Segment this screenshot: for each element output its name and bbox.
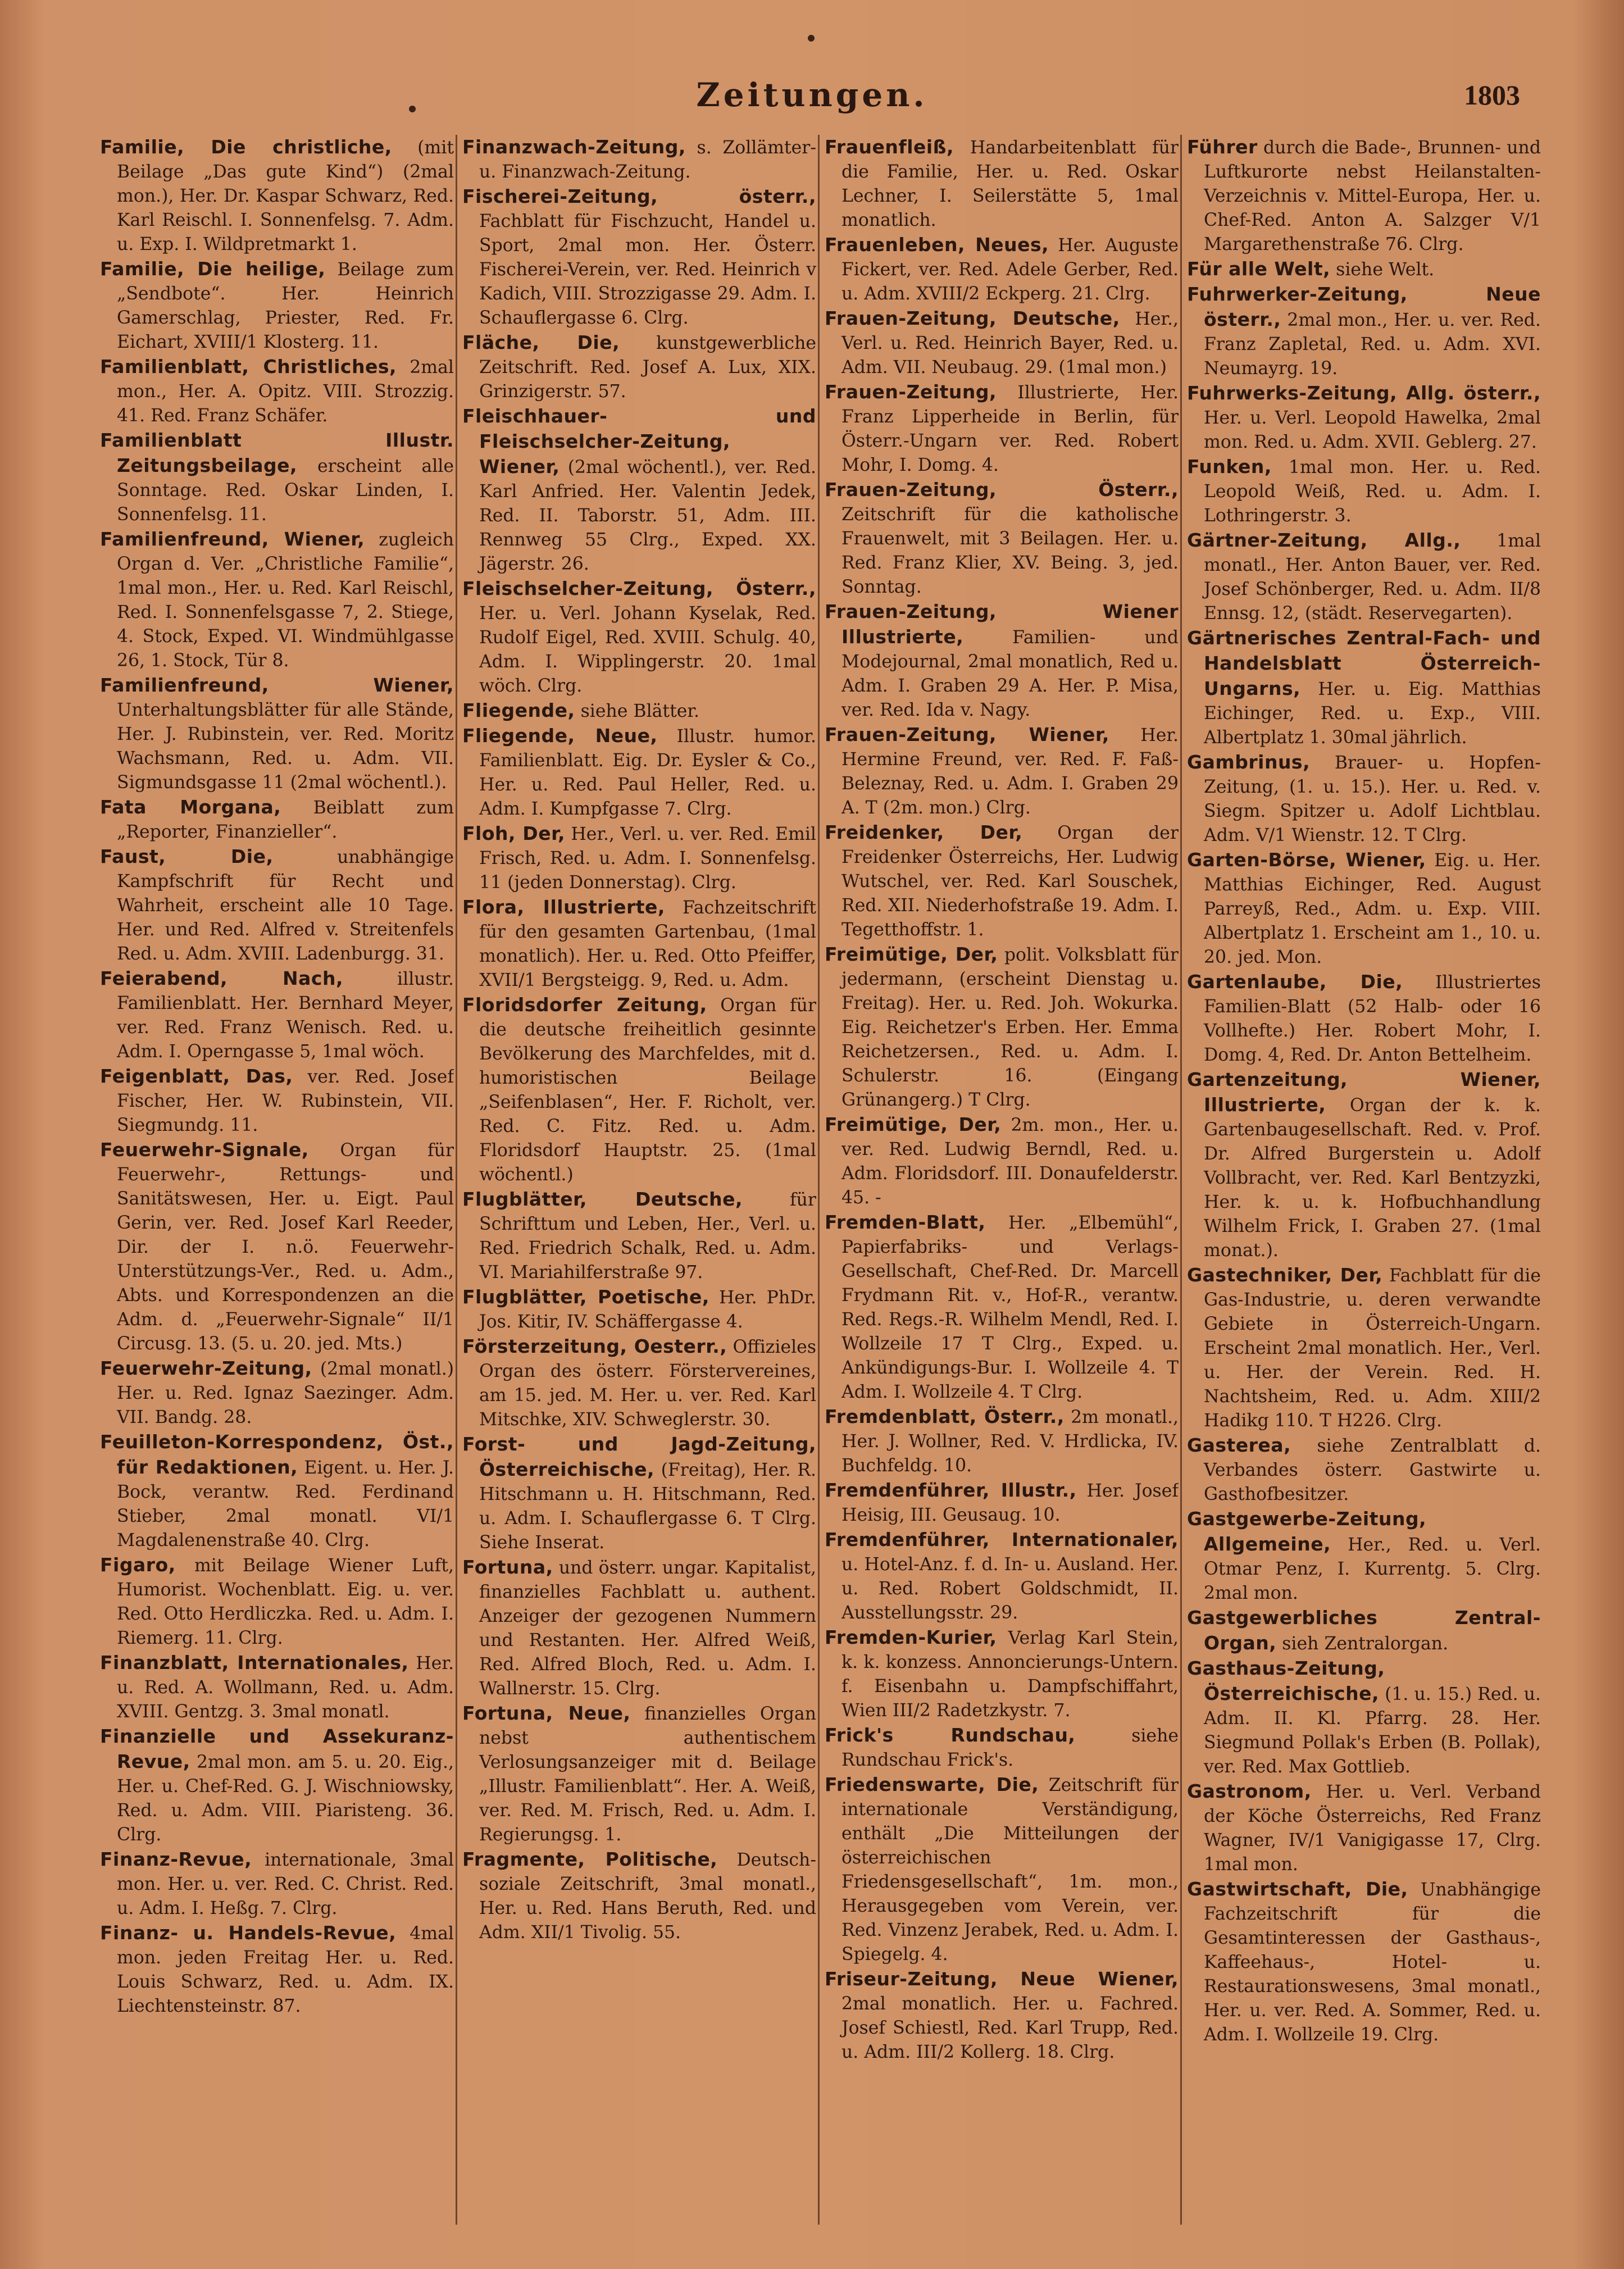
entry-text: ver. Red. Josef Fischer, Her. W. Rubinstein, VII. Siegmundg. 11. [117, 1067, 454, 1135]
directory-entry [1187, 282, 1541, 381]
entry-text: siehe Blätter. [580, 701, 700, 721]
directory-entry [1187, 1606, 1541, 1656]
entry-heading: Gartenzeitung, Wiener, Illustrierte, [1187, 1068, 1541, 1116]
entry-text: (mit Beilage „Das gute Kind“) (2mal mon.), Her. Dr. Kaspar Schwarz, Red. Karl Reischl. I. Sonnenfelsg. 7. Adm. u. Exp. I. Wildpretmarkt 1. [117, 138, 454, 254]
entry-heading: Führer [1187, 136, 1258, 158]
entry-heading: Forst- und Jagd-Zeitung, Österreichische, [462, 1433, 816, 1480]
directory-entry [825, 380, 1179, 478]
directory-entry [462, 1187, 816, 1285]
directory-entry [825, 233, 1179, 306]
column-divider [1180, 135, 1182, 2225]
entry-text: Her., Verl. u. Red. Heinrich Bayer, Red. u. Adm. VII. Neubaug. 29. (1mal mon.) [841, 309, 1179, 378]
directory-entry [100, 428, 454, 527]
entry-heading: Floh, Der, [462, 822, 566, 844]
entry-text: Her. „Elbemühl“, Papierfabriks- und Verlags-Gesellschaft, Chef-Red. Dr. Marcell Frydmann Rit. v., Hof-R., verantw. Red. Regs.-R. Wilhelm Mendl, Red. I. Wollzeile 17 T Clrg., Exped. u. Ankündigungs-Bur. I. Wollzeile 4. T Adm. I. Wollzeile 4. T Clrg. [841, 1213, 1179, 1402]
directory-entry [1187, 1779, 1541, 1877]
entry-heading: Finanzwach-Zeitung, [462, 136, 686, 158]
directory-entry [100, 1847, 454, 1921]
directory-entry [462, 1701, 816, 1847]
entry-heading: Familienblatt, Christliches, [100, 356, 397, 378]
entry-heading: Familienblatt Illustr. Zeitungsbeilage, [100, 429, 454, 476]
entry-text: Her. u. Red. A. Wollmann, Red. u. Adm. XVIII. Gentzg. 3. 3mal monatl. [117, 1653, 454, 1722]
directory-entry [1187, 1877, 1541, 2047]
entry-heading: Finanz-Revue, [100, 1848, 252, 1870]
entry-heading: Flugblätter, Deutsche, [462, 1188, 743, 1210]
entry-text: 1mal monatl., Her. Anton Bauer, ver. Red. Josef Schönberger, Red. u. Adm. II/8 Ennsg. 12, (städt. Reservegarten). [1204, 531, 1541, 624]
entry-text: Zeitschrift für die katholische Frauenwelt, mit 3 Beilagen. Her. u. Red. Franz Klier, XV. Being. 3, jed. Sonntag. [841, 504, 1179, 597]
entry-text: siehe Welt. [1336, 260, 1435, 280]
directory-entry [1187, 750, 1541, 848]
entry-text: 2mal mon. am 5. u. 20. Eig., Her. u. Chef-Red. G. J. Wischniowsky, Red. u. Adm. VIII. Piaristeng. 36. Clrg. [117, 1752, 454, 1845]
entry-text: Illustriertes Familien-Blatt (52 Halb- oder 16 Vollhefte.) Her. Robert Mohr, I. Domg. 4, Red. Dr. Anton Bettelheim. [1204, 972, 1541, 1065]
entry-heading: Fuhrwerks-Zeitung, Allg. österr., [1187, 382, 1541, 404]
entry-heading: Frauen-Zeitung, Wiener, [825, 724, 1109, 745]
entry-text: 2m monatl., Her. J. Wollner, Red. V. Hrdlicka, IV. Buchfeldg. 10. [841, 1407, 1179, 1476]
directory-entry [462, 895, 816, 993]
entry-text: Organ für Feuerwehr-, Rettungs- und Sanitätswesen, Her. u. Eigt. Paul Gerin, ver. Red. Josef Karl Reeder, Dir. der I. n.ö. Feuerwehr-Unterstützungs-Ver., Red. u. Adm., Abts. und Korrespondenzen an die Adm. d. „Feuerwehr-Signale“ II/1 Circusg. 13. (5. u. 20. jed. Mts.) [117, 1140, 454, 1354]
entry-text: 4mal mon. jeden Freitag Her. u. Red. Louis Schwarz, Red. u. Adm. IX. Liechtensteinstr. 87. [117, 1924, 454, 2016]
entry-text: Zeitschrift für internationale Verständigung, enthält „Die Mitteilungen der österreichischen Friedensgesellschaft“, 1m. mon., Herausgegeben vom Verein, ver. Red. Vinzenz Jerabek, Red. u. Adm. I. Spiegelg. 4. [841, 1775, 1179, 1965]
entry-heading: Frauen-Zeitung, [825, 381, 997, 403]
directory-entry [100, 354, 454, 428]
directory-entry [825, 1527, 1179, 1625]
directory-entry [1187, 1656, 1541, 1779]
entry-heading: Friedenswarte, Die, [825, 1774, 1039, 1795]
entry-heading: Finanzblatt, Internationales, [100, 1652, 409, 1674]
entry-text: Her., Verl. u. ver. Red. Emil Frisch, Red. u. Adm. I. Sonnenfelsg. 11 (jeden Donnerstag). Clrg. [479, 824, 816, 893]
column-divider [818, 135, 820, 2225]
entry-heading: Familie, Die christliche, [100, 136, 392, 158]
entry-heading: Feuerwehr-Zeitung, [100, 1357, 312, 1379]
entry-text: Fachblatt für die Gas-Industrie, u. deren verwandte Gebiete in Österreich-Ungarn. Erscheint 2mal monatlich. Her., Verl. u. Her. der Verein. Red. H. Nachtsheim, Red. u. Adm. XIII/2 Hadikg 110. T H226. Clrg. [1204, 1266, 1541, 1431]
directory-entry [100, 1356, 454, 1430]
entry-text: Deutsch-soziale Zeitschrift, 3mal monatl., Her. u. Red. Hans Beruth, Red. und Adm. XII/1 Tivolig. 55. [479, 1850, 816, 1943]
entry-text: Her. Josef Heisig, III. Geusaug. 10. [841, 1481, 1179, 1525]
directory-entry [100, 135, 454, 257]
entry-heading: Familie, Die heilige, [100, 258, 326, 280]
entry-heading: Gärtner-Zeitung, Allg., [1187, 529, 1461, 551]
directory-entry [1187, 257, 1541, 282]
entry-heading: Feuerwehr-Signale, [100, 1139, 309, 1161]
entry-text: Illustr. humor. Familienblatt. Eig. Dr. Eysler & Co., Her. u. Red. Paul Heller, Red. u. Adm. I. Kumpfgasse 7. Clrg. [479, 726, 816, 819]
directory-entry [462, 698, 816, 724]
directory-entry [100, 1650, 454, 1724]
entry-text: Her. Hermine Freund, ver. Red. F. Faß-Beleznay, Red. u. Adm. I. Graben 29 A. T (2m. mon.) Clrg. [841, 725, 1179, 818]
directory-entry [825, 942, 1179, 1112]
column-3 [825, 135, 1179, 2225]
entry-text: 2mal mon., Her. u. ver. Red. Franz Zapletal, Red. u. Adm. XVI. Neumayrg. 19. [1204, 310, 1541, 379]
entry-heading: Gastgewerbliches Zentral-Organ, [1187, 1607, 1541, 1654]
entry-text: kunstgewerbliche Zeitschrift. Red. Josef A. Lux, XIX. Grinzigerstr. 57. [479, 333, 816, 402]
directory-entry [462, 821, 816, 895]
directory-columns [100, 135, 1541, 2225]
directory-entry [825, 1210, 1179, 1404]
entry-heading: Frauen-Zeitung, Österr., [825, 479, 1179, 501]
entry-text: Familien- und Modejournal, 2mal monatlich, Red u. Adm. I. Graben 29 A. Her. P. Misa, ver. Red. Ida v. Nagy. [841, 628, 1179, 720]
page-title: Zeitungen. [696, 76, 928, 114]
directory-entry [100, 1553, 454, 1650]
entry-text: u. Hotel-Anz. f. d. In- u. Ausland. Her. u. Red. Robert Goldschmidt, II. Ausstellungsstr. 29. [841, 1554, 1179, 1623]
entry-heading: Feierabend, Nach, [100, 967, 343, 989]
directory-entry [825, 478, 1179, 599]
entry-heading: Frauen-Zeitung, Wiener Illustrierte, [825, 601, 1179, 648]
directory-entry [462, 135, 816, 184]
directory-entry [100, 1138, 454, 1356]
directory-entry [1187, 528, 1541, 626]
entry-heading: Feigenblatt, Das, [100, 1065, 293, 1087]
entry-text: Handarbeitenblatt für die Familie, Her. u. Red. Oskar Lechner, I. Seilerstätte 5, 1mal monatlich. [841, 138, 1179, 230]
entry-text: und österr. ungar. Kapitalist, finanzielles Fachblatt u. authent. Anzeiger der gezogenen Nummern und Restanten. Her. Alfred Weiß, Red. Alfred Bloch, Red. u. Adm. I. Wallnerstr. 15. Clrg. [479, 1558, 816, 1699]
entry-text: Beiblatt zum „Reporter, Finanzieller“. [117, 798, 454, 842]
entry-text: Offizieles Organ des österr. Förstervereines, am 15. jed. M. Her. u. ver. Red. Karl Mitschke, XIV. Schweglerstr. 30. [479, 1337, 816, 1430]
directory-entry [462, 993, 816, 1187]
entry-text: s. Zollämter- u. Finanzwach-Zeitung. [479, 138, 816, 182]
directory-entry [1187, 970, 1541, 1067]
entry-heading: Familienfreund, Wiener, [100, 528, 365, 550]
directory-entry [1187, 848, 1541, 970]
entry-text: Her. PhDr. Jos. Kitir, IV. Schäffergasse 4. [479, 1288, 816, 1332]
entry-text: Fachzeitschrift für den gesamten Gartenbau, (1mal monatlich). Her. u. Red. Otto Pfeiffer, XVII/1 Bergsteigg. 9, Red. u. Adm. [479, 898, 816, 990]
entry-heading: Fragmente, Politische, [462, 1848, 718, 1870]
directory-entry [825, 1112, 1179, 1210]
column-1 [100, 135, 454, 2225]
entry-text: Eig. u. Her. Matthias Eichinger, Red. August Parreyß, Red., Adm. u. Exp. VIII. Albertplatz 1. Erscheint am 1., 10. u. 20. jed. Mon. [1204, 851, 1541, 967]
entry-heading: Frauen-Zeitung, Deutsche, [825, 307, 1120, 329]
entry-text: 2mal monatlich. Her. u. Fachred. Josef Schiestl, Red. Karl Trupp, Red. u. Adm. III/2 Kollerg. 18. Clrg. [841, 1994, 1179, 2062]
entry-text: Her. u. Eig. Matthias Eichinger, Red. u. Exp., VIII. Albertplatz 1. 30mal jährlich. [1204, 679, 1541, 748]
entry-heading: Gärtnerisches Zentral-Fach- und Handelsblatt Österreich-Ungarns, [1187, 627, 1541, 699]
directory-entry [462, 1555, 816, 1701]
entry-text: durch die Bade-, Brunnen- und Luftkurorte nebst Heilanstalten-Verzeichnis v. Mittel-Europa, Her. u. Chef-Red. Anton A. Salzger V/1 Margarethenstraße 76. Clrg. [1204, 138, 1541, 254]
entry-heading: Försterzeitung, Oesterr., [462, 1335, 727, 1357]
entry-heading: Floridsdorfer Zeitung, [462, 994, 707, 1016]
directory-entry [825, 599, 1179, 722]
entry-heading: Fischerei-Zeitung, österr., [462, 185, 816, 207]
entry-heading: Fuhrwerker-Zeitung, Neue österr., [1187, 283, 1541, 330]
entry-text: mit Beilage Wiener Luft, Humorist. Wochenblatt. Eig. u. ver. Red. Otto Herdliczka. Red. u. Adm. I. Riemerg. 11. Clrg. [117, 1556, 454, 1648]
entry-heading: Flora, Illustrierte, [462, 896, 665, 918]
entry-text: Fachblatt für Fischzucht, Handel u. Sport, 2mal mon. Her. Österr. Fischerei-Verein, ver. Red. Heinrich v Kadich, VIII. Strozzigasse 29. Adm. I. Schauflergasse 6. Clrg. [479, 211, 816, 328]
entry-heading: Gastronom, [1187, 1780, 1312, 1802]
entry-heading: Frick's Rundschau, [825, 1724, 1076, 1746]
entry-heading: Familienfreund, Wiener, [100, 674, 454, 696]
entry-text: sieh Zentralorgan. [1282, 1634, 1449, 1654]
entry-text: erscheint alle Sonntage. Red. Oskar Linden, I. Sonnenfelsg. 11. [117, 456, 454, 525]
directory-entry [1187, 454, 1541, 528]
column-divider [456, 135, 457, 2225]
entry-heading: Garten-Börse, Wiener, [1187, 849, 1426, 871]
entry-heading: Fortuna, Neue, [462, 1702, 631, 1724]
entry-heading: Fortuna, [462, 1556, 553, 1578]
entry-text: finanzielles Organ nebst authentischem Verlosungsanzeiger mit d. Beilage „Illustr. Familienblatt“. Her. A. Weiß, ver. Red. M. Frisch, Red. u. Adm. I. Regierungsg. 1. [479, 1704, 816, 1845]
directory-entry [462, 1432, 816, 1555]
directory-entry [1187, 381, 1541, 454]
entry-text: Eigent. u. Her. J. Bock, verantw. Red. Ferdinand Stieber, 2mal monatl. VI/1 Magdalenenstraße 40. Clrg. [117, 1458, 454, 1550]
directory-entry [462, 184, 816, 330]
directory-entry [825, 306, 1179, 380]
directory-entry [462, 330, 816, 404]
entry-heading: Fata Morgana, [100, 796, 281, 818]
entry-text: Her. u. Verl. Leopold Hawelka, 2mal mon. Red. u. Adm. XVII. Geblerg. 27. [1204, 408, 1541, 452]
entry-text: Illustrierte, Her. Franz Lipperheide in Berlin, für Österr.-Ungarn ver. Red. Robert Mohr, I. Domg. 4. [841, 383, 1179, 475]
entry-text: Her., Red. u. Verl. Otmar Penz, I. Kurrentg. 5. Clrg. 2mal mon. [1204, 1535, 1541, 1603]
entry-heading: Für alle Welt, [1187, 258, 1331, 280]
entry-heading: Fremdenblatt, Österr., [825, 1406, 1065, 1427]
entry-text: (1. u. 15.) Red. u. Adm. II. Kl. Pfarrg. 28. Her. Siegmund Pollak's Erben (B. Pollak), ver. Red. Max Gottlieb. [1204, 1684, 1541, 1777]
entry-text: für Schrifttum und Leben, Her., Verl. u. Red. Friedrich Schalk, Red. u. Adm. VI. Mariahilferstraße 97. [479, 1190, 816, 1283]
entry-text: Organ für die deutsche freiheitlich gesinnte Bevölkerung des Marchfeldes, mit d. humoristischen Beilage „Seifenblasen“, Her. F. Richolt, ver. Red. C. Fitz. Red. u. Adm. Floridsdorf Hauptstr. 25. (1mal wöchentl.) [479, 995, 816, 1185]
entry-heading: Gastechniker, Der, [1187, 1264, 1383, 1286]
entry-heading: Finanz- u. Handels-Revue, [100, 1922, 397, 1944]
entry-text: Organ der Freidenker Österreichs, Her. Ludwig Wutschel, ver. Red. Karl Souschek, Red. XII. Niederhofstraße 19. Adm. I. Tegetthoffstr. 1. [841, 823, 1179, 940]
directory-entry [825, 1625, 1179, 1723]
entry-text: zugleich Organ d. Ver. „Christliche Familie“, 1mal mon., Her. u. Red. Karl Reischl, Red. I. Sonnenfelsgasse 7, 2. Stiege, 4. Stock, Exped. VI. Windmühlgasse 26, 1. Stock, Tür 8. [117, 530, 454, 671]
entry-heading: Faust, Die, [100, 845, 274, 867]
entry-heading: Figaro, [100, 1554, 176, 1576]
column-2 [462, 135, 816, 2225]
entry-text: (Freitag), Her. R. Hitschmann u. H. Hitschmann, Red. u. Adm. I. Schauflergasse 6. T Clrg. Siehe Inserat. [479, 1460, 816, 1553]
directory-entry [825, 135, 1179, 233]
entry-heading: Gasthaus-Zeitung, Österreichische, [1187, 1657, 1385, 1704]
entry-heading: Fremdenführer, Internationaler, [825, 1529, 1179, 1550]
entry-text: Verlag Karl Stein, k. k. konzess. Annoncierungs-Untern. f. Eisenbahn u. Dampfschiffahrt, Wien III/2 Radetzkystr. 7. [841, 1628, 1179, 1721]
directory-entry [462, 1285, 816, 1334]
directory-entry [100, 966, 454, 1064]
entry-heading: Fleischhauer- und Fleischselcher-Zeitung, Wiener, [462, 405, 816, 478]
directory-entry [462, 1847, 816, 1945]
directory-entry [1187, 1263, 1541, 1433]
entry-text: (2mal monatl.) Her. u. Red. Ignaz Saezinger. Adm. VII. Bandg. 28. [117, 1359, 454, 1427]
entry-text: Organ der k. k. Gartenbaugesellschaft. Red. v. Prof. Dr. Alfred Burgerstein u. Adolf Vollbracht, ver. Red. Karl Bentzyzki, Her. k. u. k. Hofbuchhandlung Wilhelm Frick, I. Graben 27. (1mal monat.). [1204, 1095, 1541, 1261]
entry-text: Her. Auguste Fickert, ver. Red. Adele Gerber, Red. u. Adm. XVIII/2 Eckperg. 21. Clrg. [841, 235, 1179, 304]
entry-text: siehe Zentralblatt d. Verbandes österr. Gastwirte u. Gasthofbesitzer. [1204, 1436, 1541, 1504]
directory-entry [462, 1334, 816, 1432]
directory-entry [1187, 1067, 1541, 1263]
entry-heading: Freimütige, Der, [825, 1113, 1002, 1135]
entry-heading: Gambrinus, [1187, 751, 1311, 773]
directory-entry [462, 576, 816, 698]
entry-text: unabhängige Kampfschrift für Recht und Wahrheit, erscheint alle 10 Tage. Her. und Red. Alfred v. Streitenfels Red. u. Adm. XVIII. Ladenburgg. 31. [117, 847, 454, 964]
entry-heading: Gastwirtschaft, Die, [1187, 1878, 1408, 1900]
directory-entry [825, 1967, 1179, 2065]
entry-heading: Fläche, Die, [462, 331, 620, 353]
entry-text: Her. u. Verl. Verband der Köche Österreichs, Red Franz Wagner, IV/1 Vanigigasse 17, Clrg. 1mal mon. [1204, 1782, 1541, 1875]
entry-heading: Gartenlaube, Die, [1187, 971, 1403, 993]
entry-text: Beilage zum „Sendbote“. Her. Heinrich Gamerschlag, Priester, Red. Fr. Eichart, XVIII/1 Klosterg. 11. [117, 260, 454, 352]
entry-heading: Fremden-Kurier, [825, 1626, 997, 1648]
entry-text: internationale, 3mal mon. Her. u. ver. Red. C. Christ. Red. u. Adm. I. Heßg. 7. Clrg. [117, 1850, 454, 1918]
directory-entry [100, 795, 454, 844]
entry-heading: Gasterea, [1187, 1434, 1291, 1456]
entry-heading: Friseur-Zeitung, Neue Wiener, [825, 1968, 1179, 1990]
directory-entry [100, 1921, 454, 2018]
directory-entry [1187, 1507, 1541, 1606]
directory-entry [1187, 135, 1541, 257]
directory-entry [462, 404, 816, 576]
entry-text: illustr. Familienblatt. Her. Bernhard Meyer, ver. Red. Franz Wenisch. Red. u. Adm. I. Operngasse 5, 1mal wöch. [117, 969, 454, 1062]
entry-heading: Flugblätter, Poetische, [462, 1286, 709, 1308]
entry-text: 2m. mon., Her. u. ver. Red. Ludwig Berndl, Red. u. Adm. Floridsdorf. III. Donaufelderstr. 45. - [841, 1115, 1179, 1208]
entry-heading: Fleischselcher-Zeitung, Österr., [462, 578, 816, 599]
entry-heading: Feuilleton-Korrespondenz, Öst., für Redaktionen, [100, 1431, 454, 1478]
entry-heading: Freidenker, Der, [825, 821, 1023, 843]
column-4 [1187, 135, 1541, 2225]
entry-heading: Frauenleben, Neues, [825, 234, 1049, 256]
entry-heading: Gastgewerbe-Zeitung, Allgemeine, [1187, 1508, 1427, 1555]
entry-text: 2mal mon., Her. A. Opitz. VIII. Strozzig. 41. Red. Franz Schäfer. [117, 357, 454, 426]
entry-text: Unterhaltungsblätter für alle Stände, Her. J. Rubinstein, ver. Red. Moritz Wachsmann, Red. u. Adm. VII. Sigmundsgasse 11 (2mal wöchentl.). [117, 700, 454, 793]
directory-entry [100, 1724, 454, 1847]
directory-entry [825, 1723, 1179, 1772]
entry-text: siehe Rundschau Frick's. [841, 1726, 1179, 1770]
entry-text: Unabhängige Fachzeitschrift für die Gesamtinteressen der Gasthaus-, Kaffeehaus-, Hotel- u. Restaurationswesens, 3mal monatl., Her. u. ver. Red. A. Sommer, Red. u. Adm. I. Wollzeile 19. Clrg. [1204, 1880, 1541, 2045]
directory-entry [462, 724, 816, 821]
directory-entry [825, 722, 1179, 820]
directory-entry [100, 1430, 454, 1553]
directory-entry [100, 844, 454, 966]
entry-text: polit. Volksblatt für jedermann, (erscheint Dienstag u. Freitag). Her. u. Red. Joh. Wokurka. Eig. Reichetzer's Erben. Her. Emma Reichetzersen., Red. u. Adm. I. Schulerstr. 16. (Eingang Grünangerg.) T Clrg. [841, 945, 1179, 1110]
entry-heading: Fremdenführer, Illustr., [825, 1479, 1077, 1501]
directory-entry [825, 1772, 1179, 1967]
directory-entry [1187, 1433, 1541, 1507]
entry-heading: Fliegende, [462, 699, 575, 721]
directory-entry [825, 1478, 1179, 1527]
entry-text: Brauer- u. Hopfen-Zeitung, (1. u. 15.). Her. u. Red. v. Siegm. Spitzer u. Adolf Lichtblau. Adm. V/1 Wienstr. 12. T Clrg. [1204, 753, 1541, 845]
page-number: 1803 [1464, 79, 1520, 111]
entry-text: (2mal wöchentl.), ver. Red. Karl Anfried. Her. Valentin Jedek, Red. II. Taborstr. 51, Adm. III. Rennweg 55 Clrg., Exped. XX. Jägerstr. 26. [479, 457, 816, 574]
entry-text: 1mal mon. Her. u. Red. Leopold Weiß, Red. u. Adm. I. Lothringerstr. 3. [1204, 457, 1541, 526]
entry-heading: Frauenfleiß, [825, 136, 954, 158]
entry-heading: Funken, [1187, 456, 1272, 478]
directory-entry [1187, 626, 1541, 750]
directory-entry [100, 527, 454, 673]
entry-heading: Freimütige, Der, [825, 943, 998, 965]
entry-heading: Fremden-Blatt, [825, 1211, 986, 1233]
directory-entry [100, 673, 454, 795]
directory-entry [100, 1064, 454, 1138]
entry-text: Her. u. Verl. Johann Kyselak, Red. Rudolf Eigel, Red. XVIII. Schulg. 40, Adm. I. Wipplingerstr. 20. 1mal wöch. Clrg. [479, 603, 816, 696]
entry-heading: Finanzielle und Assekuranz-Revue, [100, 1725, 454, 1772]
directory-entry [825, 1404, 1179, 1478]
entry-heading: Fliegende, Neue, [462, 725, 658, 747]
directory-entry [100, 257, 454, 354]
directory-entry [825, 820, 1179, 942]
print-mark [808, 35, 815, 42]
